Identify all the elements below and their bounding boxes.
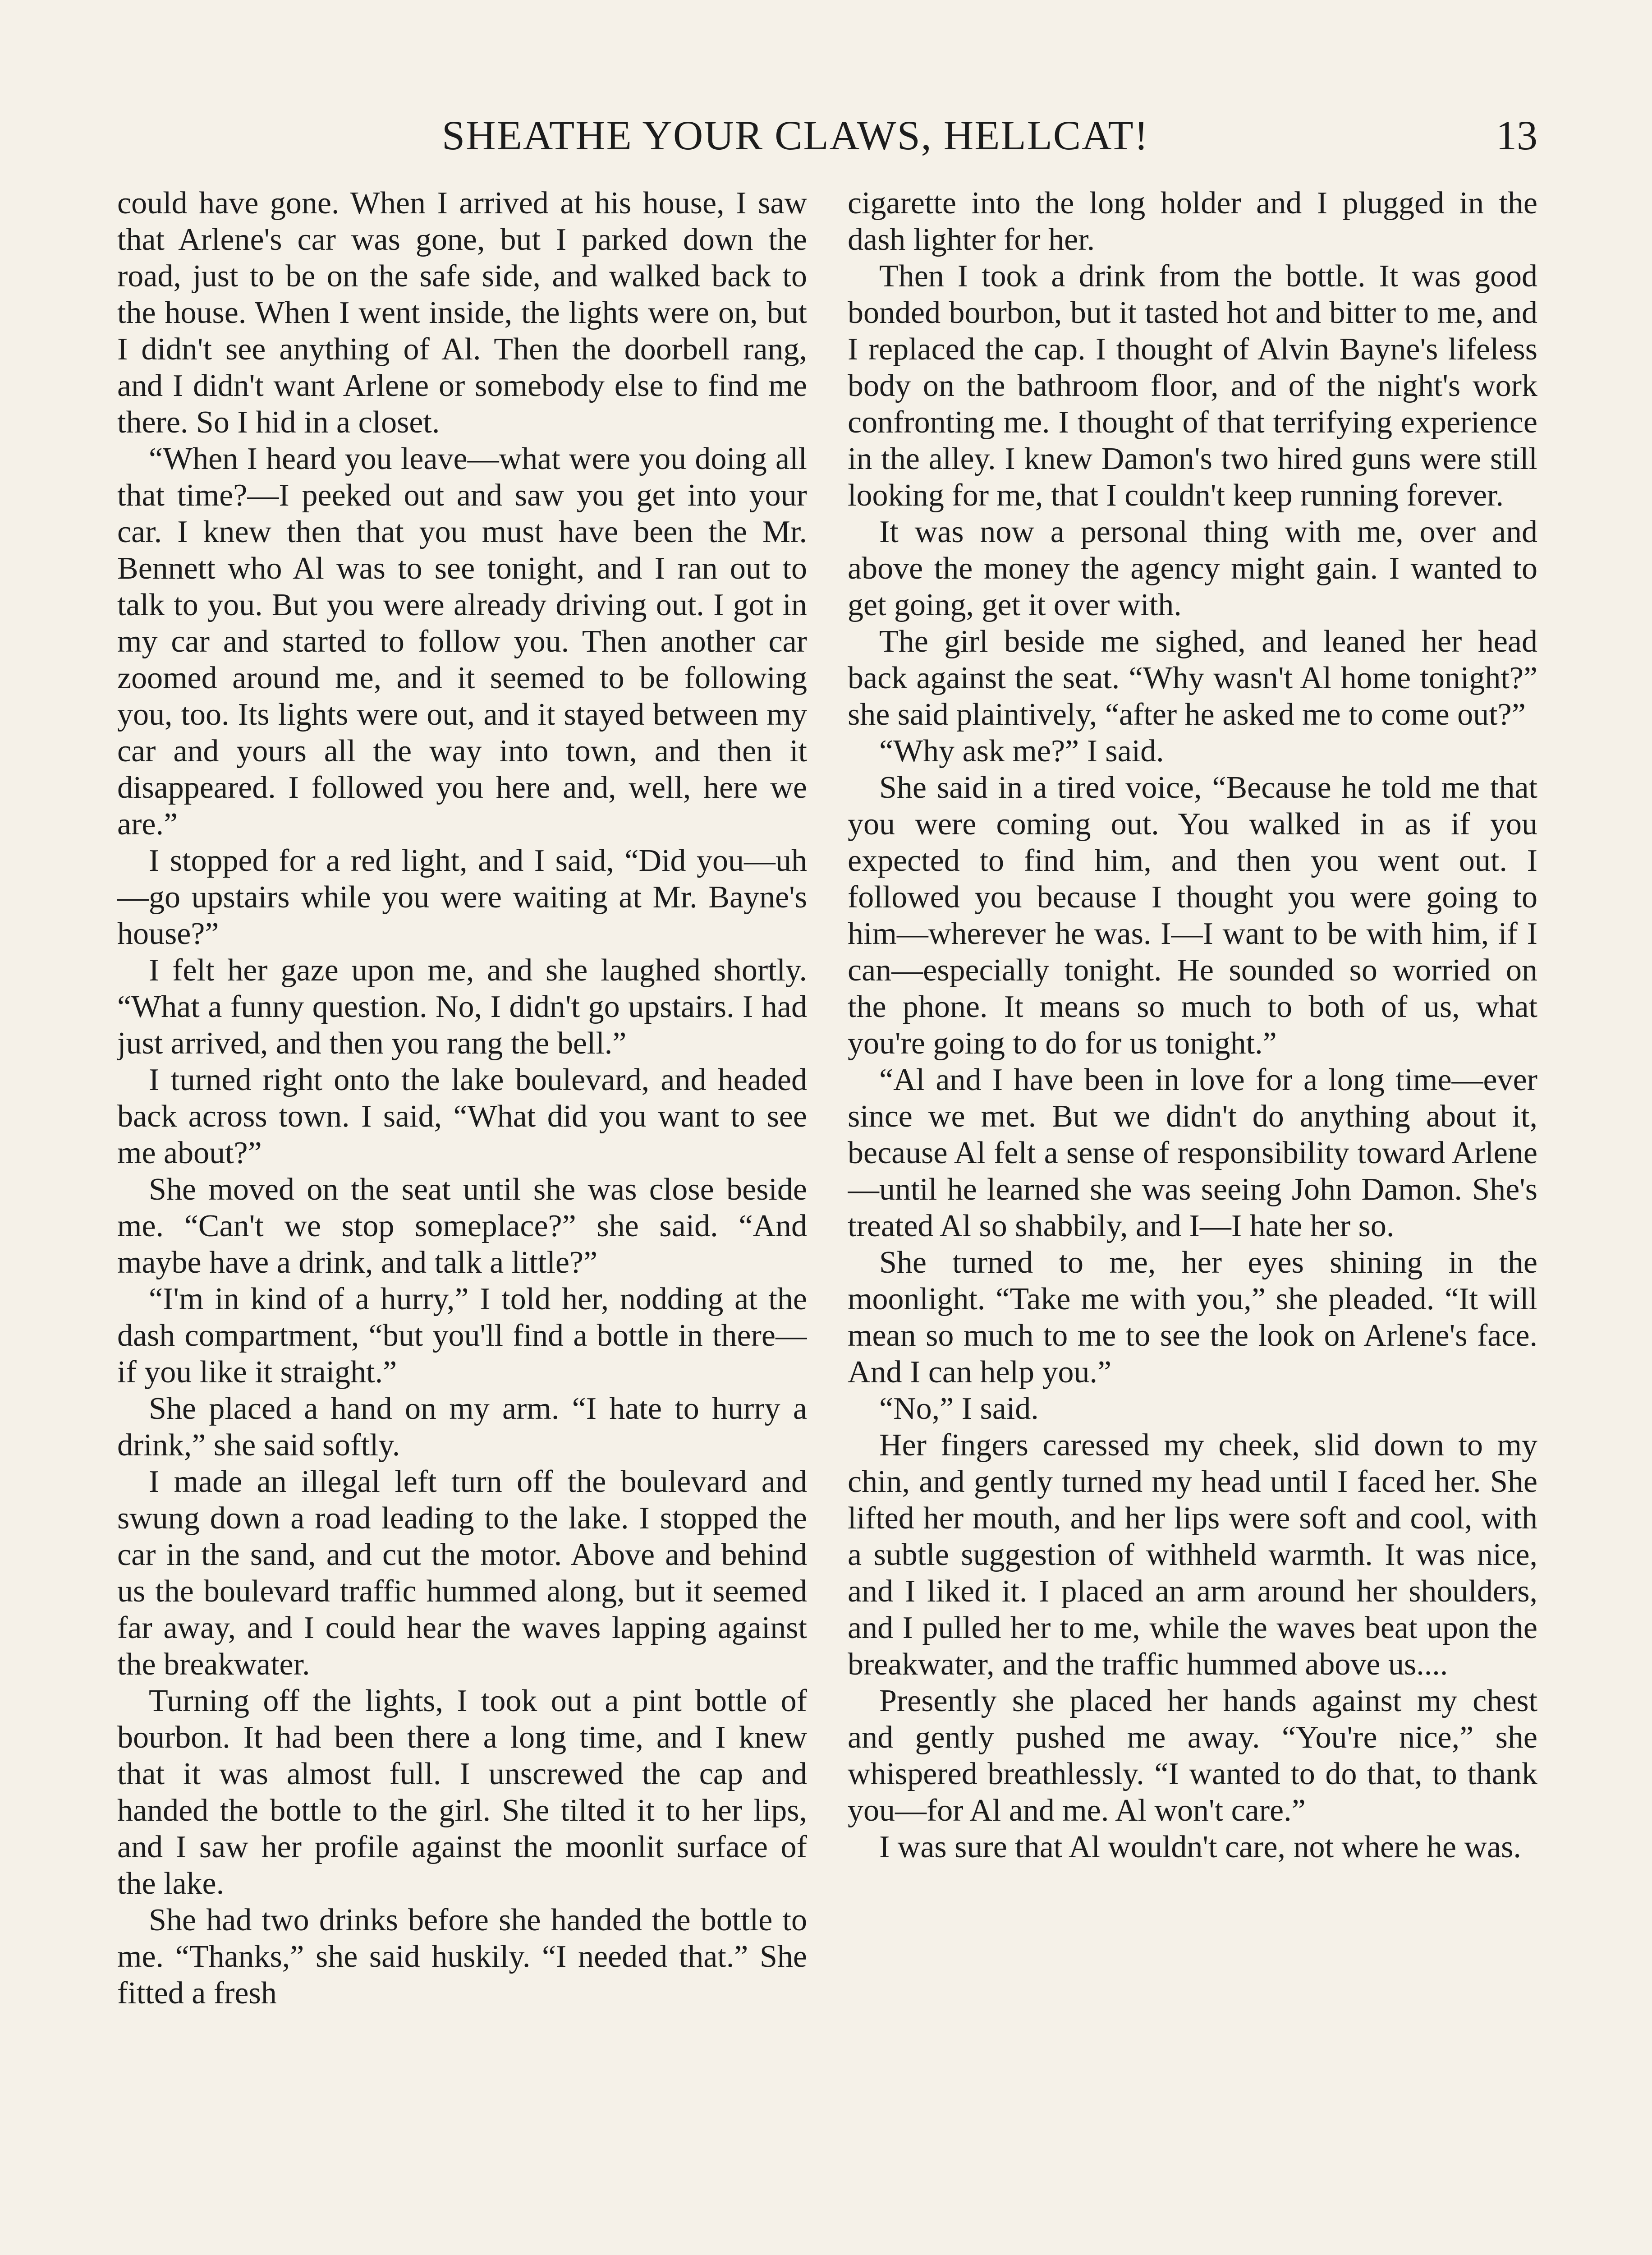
paragraph: “Why ask me?” I said. bbox=[879, 734, 1164, 769]
paragraph: The girl beside me sighed, and leaned her head back against the seat. “Why wasn't Al home tonight?” she said plaintively, “after he asked me to come out?” bbox=[848, 624, 1537, 732]
running-title: SHEATHE YOUR CLAWS, HELLCAT! bbox=[442, 112, 1149, 158]
paragraph: I was sure that Al wouldn't care, not where he was. bbox=[879, 1830, 1521, 1864]
paragraph: It was now a personal thing with me, over and above the money the agency might gain. I wanted to get going, get it over with. bbox=[848, 515, 1537, 622]
paragraph: Turning off the lights, I took out a pint bottle of bourbon. It had been there a long time, and I knew that it was almost full. I unscrewed the cap and handed the bottle to the girl. She tilted it to her lips, and I saw her profile against the moonlit surface of the lake. bbox=[117, 1684, 807, 1901]
right-column bbox=[848, 185, 1537, 2255]
paragraph: She turned to me, her eyes shining in the moonlight. “Take me with you,” she pleaded. “It will mean so much to me to see the look on Arlene's face. And I can help you.” bbox=[848, 1245, 1537, 1390]
page-number: 13 bbox=[1496, 112, 1537, 158]
paragraph: “Al and I have been in love for a long time—ever since we met. But we didn't do anything about it, because Al felt a sense of responsibility toward Arlene—until he learned she was seeing John Damon. She's treated Al so shabbily, and I—I hate her so. bbox=[848, 1063, 1537, 1243]
paragraph: I turned right onto the lake boulevard, and headed back across town. I said, “What did you want to see me about?” bbox=[117, 1063, 807, 1170]
text-columns bbox=[117, 185, 1537, 2255]
paragraph: “No,” I said. bbox=[879, 1391, 1039, 1426]
paragraph: “I'm in kind of a hurry,” I told her, nodding at the dash compartment, “but you'll find a bottle in there—if you like it straight.” bbox=[117, 1282, 807, 1390]
paragraph: Presently she placed her hands against my chest and gently pushed me away. “You're nice,” she whispered breathlessly. “I wanted to do that, to thank you—for Al and me. Al won't care.” bbox=[848, 1684, 1537, 1828]
paragraph: could have gone. When I arrived at his house, I saw that Arlene's car was gone, but I parked down the road, just to be on the safe side, and walked back to the house. When I went inside, the lights were on, but I didn't see anything of Al. Then the doorbell rang, and I didn't want Arlene or somebody else to find me there. So I hid in a closet. bbox=[117, 186, 807, 440]
paragraph: She placed a hand on my arm. “I hate to hurry a drink,” she said softly. bbox=[117, 1391, 807, 1463]
paragraph: Her fingers caressed my cheek, slid down to my chin, and gently turned my head until I faced her. She lifted her mouth, and her lips were soft and cool, with a subtle suggestion of withheld warmth. It was nice, and I liked it. I placed an arm around her shoulders, and I pulled her to me, while the waves beat upon the breakwater, and the traffic hummed above us.... bbox=[848, 1428, 1537, 1682]
paragraph: “When I heard you leave—what were you doing all that time?—I peeked out and saw you get into your car. I knew then that you must have been the Mr. Bennett who Al was to see tonight, and I ran out to talk to you. But you were already driving out. I got in my car and started to follow you. Then another car zoomed around me, and it seemed to be following you, too. Its lights were out, and it stayed between my car and yours all the way into town, and then it disappeared. I followed you here and, well, here we are.” bbox=[117, 442, 807, 842]
left-column bbox=[117, 185, 807, 2255]
paragraph: Then I took a drink from the bottle. It was good bonded bourbon, but it tasted hot and bitter to me, and I replaced the cap. I thought of Alvin Bayne's lifeless body on the bathroom floor, and of the night's work confronting me. I thought of that terrifying experience in the alley. I knew Damon's two hired guns were still looking for me, that I couldn't keep running forever. bbox=[848, 259, 1537, 513]
paragraph: She had two drinks before she handed the bottle to me. “Thanks,” she said huskily. “I needed that.” She fitted a fresh bbox=[117, 1903, 807, 2011]
paragraph: I made an illegal left turn off the boulevard and swung down a road leading to the lake. I stopped the car in the sand, and cut the motor. Above and behind us the boulevard traffic hummed along, but it seemed far away, and I could hear the waves lapping against the breakwater. bbox=[117, 1464, 807, 1682]
paragraph: She moved on the seat until she was close beside me. “Can't we stop someplace?” she said. “And maybe have a drink, and talk a little?” bbox=[117, 1172, 807, 1280]
paragraph: I stopped for a red light, and I said, “Did you—uh—go upstairs while you were waiting at Mr. Bayne's house?” bbox=[117, 843, 807, 951]
paragraph: I felt her gaze upon me, and she laughed shortly. “What a funny question. No, I didn't go upstairs. I had just arrived, and then you rang the bell.” bbox=[117, 953, 807, 1061]
page-header bbox=[117, 110, 1537, 160]
paragraph: She said in a tired voice, “Because he told me that you were coming out. You walked in as if you expected to find him, and then you went out. I followed you because I thought you were going to him—wherever he was. I—I want to be with him, if I can—especially tonight. He sounded so worried on the phone. It means so much to both of us, what you're going to do for us tonight.” bbox=[848, 770, 1537, 1061]
paragraph: cigarette into the long holder and I plugged in the dash lighter for her. bbox=[848, 186, 1537, 257]
